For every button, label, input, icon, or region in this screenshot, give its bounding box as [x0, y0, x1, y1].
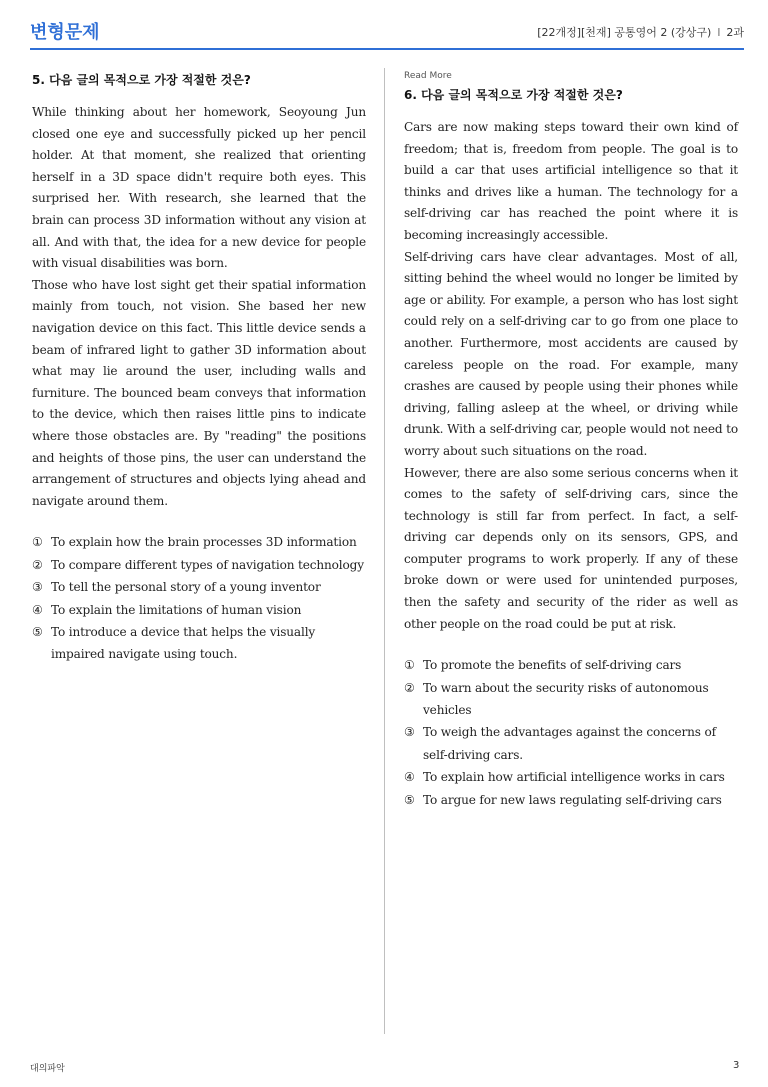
- option-text: To argue for new laws regulating self-driving cars: [423, 792, 722, 807]
- answer-option-5[interactable]: [404, 789, 738, 811]
- option-number: ③: [404, 725, 415, 740]
- page-number: 3: [733, 1060, 740, 1071]
- option-number: ⑤: [32, 624, 43, 639]
- option-number: ⑤: [404, 792, 415, 807]
- question-6-title: 6. 다음 글의 목적으로 가장 적절한 것은?: [404, 88, 623, 102]
- read-more-tag: Read More: [404, 71, 452, 81]
- passage-paragraph: While thinking about her homework, Seoyoung Jun closed one eye and successfully picked up her pencil holder. At that moment, she realized that orienting herself in a 3D space didn't require both eyes. This surprised her. With research, she learned that the brain can process 3D information without any vision at all. And with that, the idea for a new device for people with visual disabilities was born.: [32, 105, 366, 271]
- answer-option-4[interactable]: [32, 599, 366, 621]
- answer-option-1[interactable]: [32, 531, 366, 553]
- option-text: To explain how artificial intelligence works in cars: [423, 770, 725, 785]
- answer-option-4[interactable]: [404, 766, 738, 788]
- passage-paragraph: Self-driving cars have clear advantages. Most of all, sitting behind the wheel would no longer be limited by age or ability. For example, a person who has lost sight could rely on a self-driving car to go from one place to another. Furthermore, most accidents are caused by careless people on the road. For example, many crashes are caused by people using their phones while driving, falling asleep at the wheel, or driving while drunk. With a self-driving car, people would not need to worry about such situations on the road.: [404, 249, 738, 458]
- option-number: ①: [404, 658, 415, 673]
- brand-title: 변형문제: [30, 22, 100, 43]
- option-number: ④: [32, 602, 43, 617]
- answer-option-3[interactable]: [32, 576, 366, 598]
- answer-option-1[interactable]: [404, 654, 738, 676]
- option-text: To weigh the advantages against the concerns of self-driving cars.: [423, 725, 716, 762]
- answer-option-2[interactable]: [32, 554, 366, 576]
- answer-option-3[interactable]: [404, 721, 738, 766]
- question-6-passage: [404, 117, 738, 635]
- lesson-label: 2과: [726, 26, 744, 39]
- option-number: ③: [32, 580, 43, 595]
- passage-paragraph: However, there are also some serious concerns when it comes to the safety of self-driving cars, since the technology is still far from perfect. In fact, a self-driving car depends only on its sensors, GPS, and computer programs to work properly. If any of these broke down or were used for unintended purposes, then the safety and security of the rider as well as other people on the road could be put at risk.: [404, 465, 738, 631]
- question-5-passage: [32, 102, 366, 512]
- option-text: To compare different types of navigation technology: [51, 557, 364, 572]
- passage-paragraph: Those who have lost sight get their spatial information mainly from touch, not vision. She based her new navigation device on this fact. This little device sends a beam of infrared light to gather 3D information about what may lie around the user, including walls and furniture. The bounced beam conveys that information to the device, which then raises little pins to indicate where those obstacles are. By "reading" the positions and heights of those pins, the user can understand the arrangement of structures and objects lying ahead and navigate around them.: [32, 277, 366, 508]
- option-number: ②: [32, 557, 43, 572]
- course-info: [537, 25, 744, 41]
- option-text: To explain the limitations of human vision: [51, 602, 302, 617]
- option-number: ④: [404, 770, 415, 785]
- answer-option-2[interactable]: [404, 677, 738, 722]
- option-text: To explain how the brain processes 3D information: [51, 535, 357, 550]
- question-5: [32, 72, 366, 666]
- option-text: To warn about the security risks of autonomous vehicles: [423, 680, 709, 718]
- question-5-options: [32, 531, 366, 665]
- answer-option-5[interactable]: [32, 621, 366, 666]
- question-5-title: 5. 다음 글의 목적으로 가장 적절한 것은?: [32, 73, 251, 87]
- header-separator: l: [717, 26, 721, 39]
- footer-category: 대의파악: [30, 1064, 65, 1074]
- column-divider: [384, 68, 385, 1034]
- option-number: ①: [32, 535, 43, 550]
- page-header: [30, 20, 744, 50]
- question-6-options: [404, 654, 738, 811]
- option-number: ②: [404, 680, 415, 695]
- option-text: To introduce a device that helps the visually impaired navigate using touch.: [51, 624, 316, 662]
- option-text: To tell the personal story of a young inventor: [51, 580, 321, 595]
- course-title: [22개정][천재] 공통영어 2 (강상구): [537, 26, 712, 39]
- passage-paragraph: Cars are now making steps toward their own kind of freedom; that is, freedom from people. The goal is to build a car that uses artificial intelligence so that it thinks and drives like a human. The technology for a self-driving car has reached the point where it is becoming increasingly accessible.: [404, 120, 738, 242]
- option-text: To promote the benefits of self-driving cars: [423, 658, 682, 673]
- question-6: [404, 70, 738, 811]
